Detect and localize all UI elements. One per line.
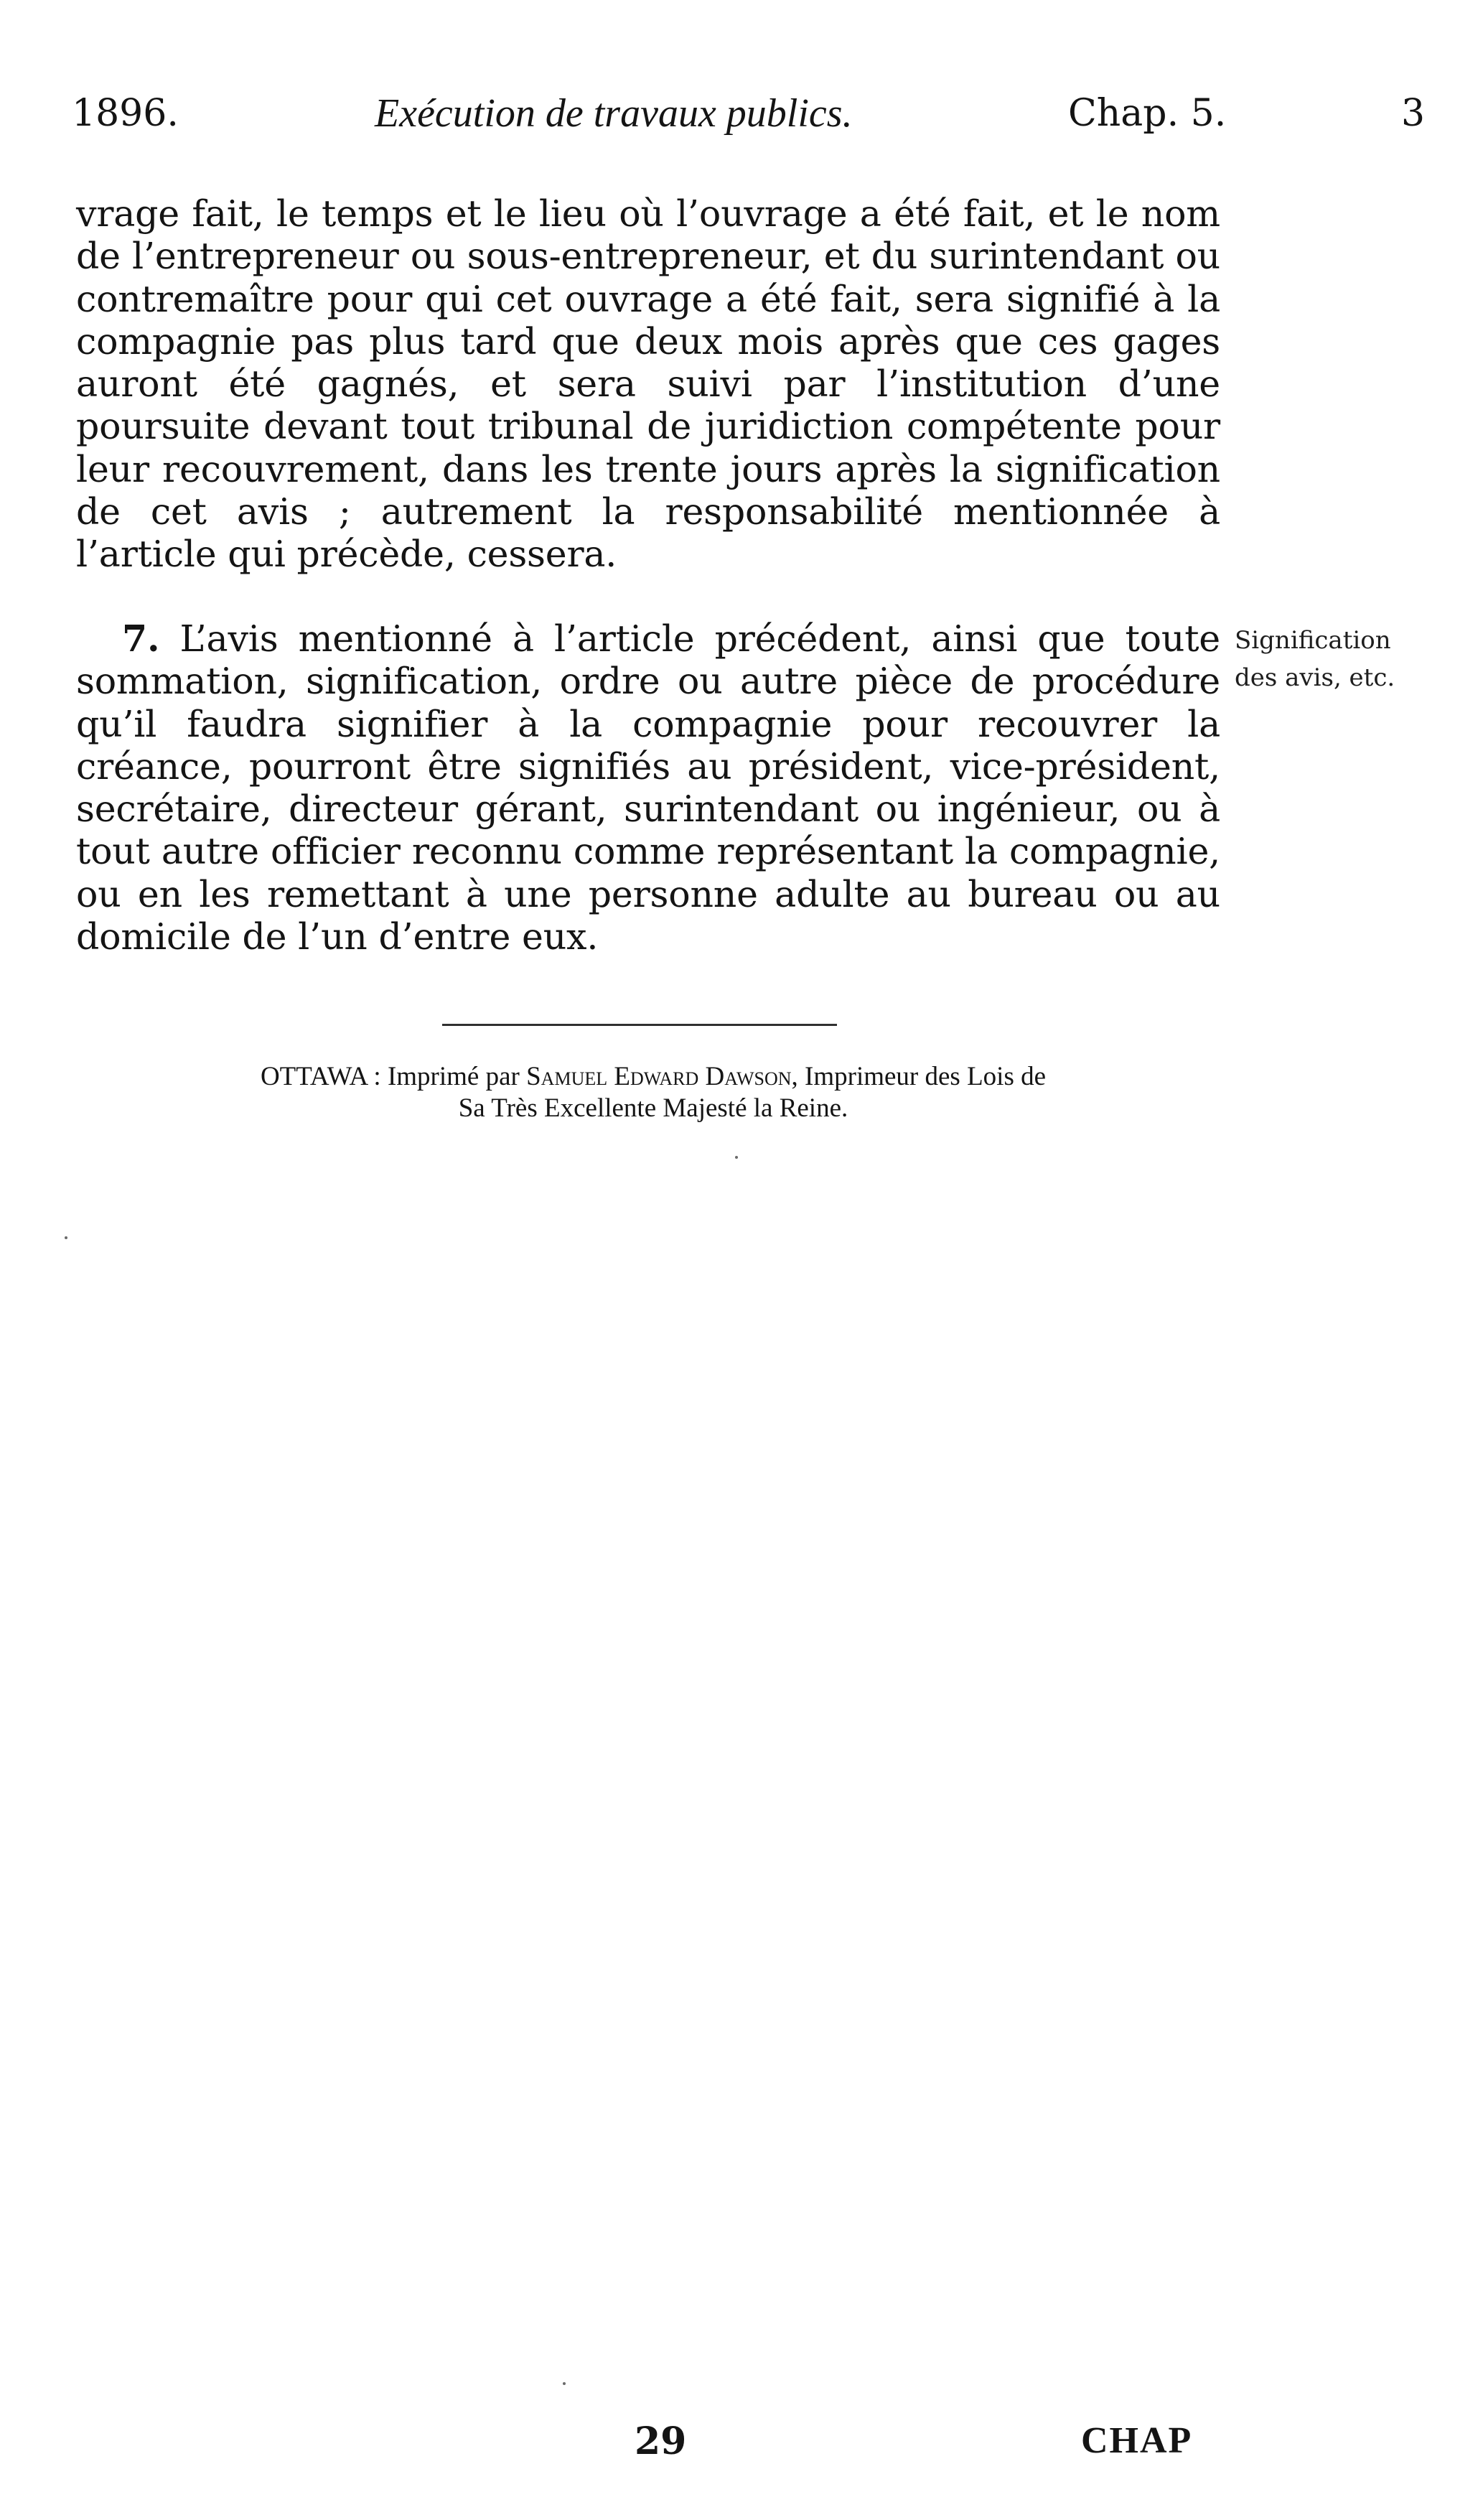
article-7-number: 7. bbox=[122, 617, 160, 660]
footer-catchword: CHAP bbox=[1081, 2420, 1193, 2461]
imprint-place: OTTAWA : bbox=[260, 1062, 381, 1091]
scan-speck bbox=[735, 1156, 738, 1159]
imprint-printed-by: Imprimé par bbox=[387, 1062, 520, 1091]
header-title: Exécution de travaux publics. bbox=[375, 91, 853, 136]
article-7-paragraph bbox=[76, 617, 1220, 958]
scan-speck bbox=[563, 2382, 566, 2385]
imprint-printer-name: Samuel Edward Dawson, bbox=[526, 1062, 798, 1091]
margin-note bbox=[1235, 622, 1450, 696]
article-7-text: L’avis mentionné à l’article précédent, ainsi que toute sommation, signification, ordre ou autre pièce de procédure qu’il faudra signifier à la compagnie pour recouvrer la créance, pourront être signifiés au président, vice-président, secrétaire, directeur gérant, surintendant ou ingénieur, ou à tout autre officier reconnu comme représentant la compagnie, ou en les remettant à une personne adulte au bureau ou au domicile de l’un d’entre eux. bbox=[76, 617, 1220, 958]
footer-sheet-number: 29 bbox=[635, 2419, 687, 2463]
header-page-number: 3 bbox=[1401, 92, 1426, 135]
header-year: 1896. bbox=[72, 92, 179, 135]
imprint bbox=[79, 1061, 1227, 1124]
imprint-line-2: Sa Très Excellente Majesté la Reine. bbox=[458, 1093, 848, 1123]
imprint-printer-title: Imprimeur des Lois de bbox=[805, 1062, 1047, 1091]
scan-speck bbox=[65, 1236, 67, 1239]
margin-note-line-1: Signification bbox=[1235, 626, 1391, 655]
section-rule bbox=[442, 1024, 837, 1026]
margin-note-line-2: des avis, etc. bbox=[1235, 663, 1395, 692]
header-chapter: Chap. 5. bbox=[1068, 92, 1227, 135]
imprint-line-1 bbox=[79, 1061, 1227, 1093]
paragraph-continuation: vrage fait, le temps et le lieu où l’ouvrage a été fait, et le nom de l’entrepreneur ou sous-entrepreneur, et du surintendant ou contremaître pour qui cet ouvrage a été fait, sera signifié à la compagnie pas plus tard que deux mois après que ces gages auront été gagnés, et sera suivi par l’institution d’une poursuite devant tout tribunal de juridiction compétente pour leur recouvrement, dans les trente jours après la signification de cet avis ; autrement la responsabilité mentionnée à l’article qui précède, cessera. bbox=[76, 192, 1220, 576]
